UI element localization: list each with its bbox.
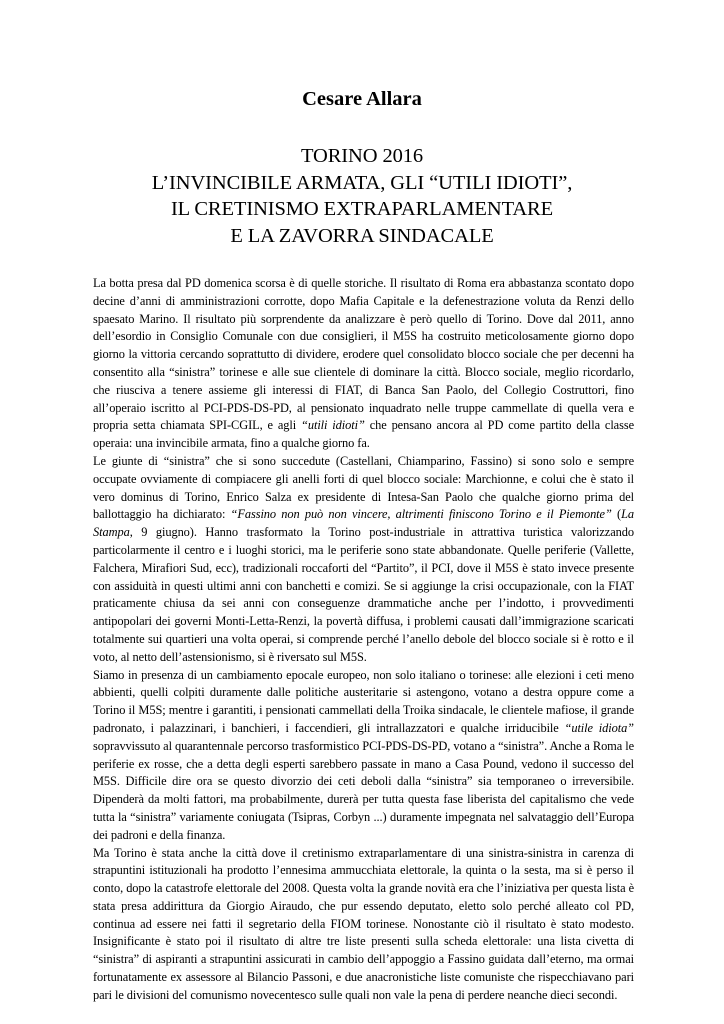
paragraph-3 [93, 667, 634, 845]
paragraph-text: ( [611, 507, 622, 522]
paragraph-text: Le giunte di “sinistra” che si sono succedute (Castellani, Chiamparino, Fassino) si sono solo e sempre occupate ovviamente di compiacere gli anelli forti di quel blocco sociale: Marchionne, e colui che è stato il vero dominus di Torino, Enrico Salza ex presidente di Intesa-San Paolo che qualche giorno prima del ballottaggio ha dichiarato: [93, 453, 634, 522]
italic-quote: “Fassino non può non vincere, altrimenti finiscono Torino e il Piemonte” [230, 507, 612, 522]
document-title [0, 143, 724, 249]
title-line: E LA ZAVORRA SINDACALE [230, 224, 494, 247]
italic-source: La Stampa [93, 507, 634, 540]
italic-quote: “utili idioti” [301, 418, 365, 433]
title-line: TORINO 2016 [300, 145, 424, 167]
paragraph-2 [93, 453, 634, 667]
paragraph-text: sopravvissuto al quarantennale percorso trasformistico PCI-PDS-DS-PD, votano a “sinistra”. Anche a Roma le periferie ex rosse, che a detta degli esperti sarebbero passate in mano a Casa Pound, vedono il successo del M5S. Difficile dire ora se questo divorzio dei ceti deboli dalla “sinistra” sia temporaneo o irreversibile. Dipenderà da molti fattori, ma probabilmente, durerà per tutta questa fase liberista del capitalismo che vede tutta la “sinistra” variamente coniugata (Tsipras, Corbyn ...) duramente impegnata nel salvataggio dell’Europa dei padroni e della finanza. [93, 738, 634, 842]
paragraph-text: La botta presa dal PD domenica scorsa è di quelle storiche. Il risultato di Roma era abbastanza scontato dopo decine d’anni di amministrazioni corrotte, dopo Mafia Capitale e la defenestrazione voluta da Renzi dello spaesato Marino. Il risultato più sorprendente da analizzare è però quello di Torino. Dove dal 2011, anno dell’esordio in Consiglio Comunale con due consiglieri, il M5S ha costruito meticolosamente giorno dopo giorno la vittoria cercando soprattutto di dividere, erodere quel consolidato blocco sociale che per decenni ha consentito alla “sinistra” torinese e alle sue clientele di dominare la città. Blocco sociale, meglio ricordarlo, che riusciva a tenere assieme gli interessi di FIAT, di Banca San Paolo, del Collegio Costruttori, fino all’operaio iscritto al PCI-PDS-DS-PD, al pensionato inquadrato nelle truppe cammellate di quella vera e propria setta chiamata SPI-CGIL, e agli [93, 276, 634, 433]
article-body [93, 275, 634, 1005]
author-name: Cesare Allara [302, 88, 422, 110]
italic-quote: “utile idiota” [564, 720, 634, 735]
paragraph-text: Ma Torino è stata anche la città dove il cretinismo extraparlamentare di una sinistra-sinistra in carenza di strapuntini istituzionali ha prodotto l’ennesima ammucchiata elettorale, la quinta o la sesta, ma si è perso il conto, dopo la catastrofe elettorale del 2008. Questa volta la grande novità era che l’iniziativa per questa lista è stata presa addirittura da Giorgio Airaudo, che pur essendo deputato, eletto solo perché alleato col PD, continua ad essere nei fatti il segretario della FIOM torinese. Nonostante ciò il risultato è stato modesto. Insignificante è stato poi il risultato di altre tre liste presenti sulla scheda elettorale: una lista civetta di “sinistra” di aspiranti a strapuntini assicurati in cambio dell’appoggio a Fassino guidata dall’eterno, ma ormai fortunatamente ex assessore al Bilancio Passoni, e due anacronistiche liste comuniste che rispecchiavano pari pari le divisioni del comunismo novecentesco sulle quali non vale la pena di perdere neanche dieci secondi. [93, 845, 634, 1002]
paragraph-text: Siamo in presenza di un cambiamento epocale europeo, non solo italiano o torinese: alle elezioni i ceti meno abbienti, quelli colpiti duramente dalle politiche austeritarie si astengono, votano a destra oppure come a Torino il M5S; mentre i garantiti, i pensionati cammellati della Troika sindacale, le clientele mafiose, il grande padronato, i palazzinari, i banchieri, i faccendieri, gli intrallazzatori e qualche irriducibile [93, 667, 634, 735]
title-line: IL CRETINISMO EXTRAPARLAMENTARE [170, 198, 554, 220]
paragraph-1 [93, 275, 634, 453]
paragraph-text: , 9 giugno). Hanno trasformato la Torino post-industriale in attrattiva turistica valorizzando particolarmente il centro e i luoghi storici, ma le periferie sono state abbandonate. Quelle periferie (Vallette, Falchera, Mirafiori Sud, ecc), tradizionali roccaforti del “Partito”, il PCI, dove il M5S è stato invece presente con assiduità in questi ultimi anni con banchetti e comizi. Se si aggiunge la crisi occupazionale, con la FIAT praticamente chiusa da sei anni con conseguenze drammatiche anche per l’indotto, i provvedimenti antipopolari dei governi Monti-Letta-Renzi, la povertà diffusa, i problemi causati dall’immigrazione scaricati totalmente sui quartieri una volta operai, si comprende perché l’anello debole del blocco sociale si è rotto e il voto, al netto dell’astensionismo, si è riversato sul M5S. [93, 525, 634, 664]
paragraph-4 [93, 845, 634, 1005]
paragraph-text: che pensano ancora al PD come partito della classe operaia: una invincibile armata, fino a qualche giorno fa. [93, 418, 635, 451]
title-line: L’INVINCIBILE ARMATA, GLI “UTILI IDIOTI”, [151, 171, 573, 194]
